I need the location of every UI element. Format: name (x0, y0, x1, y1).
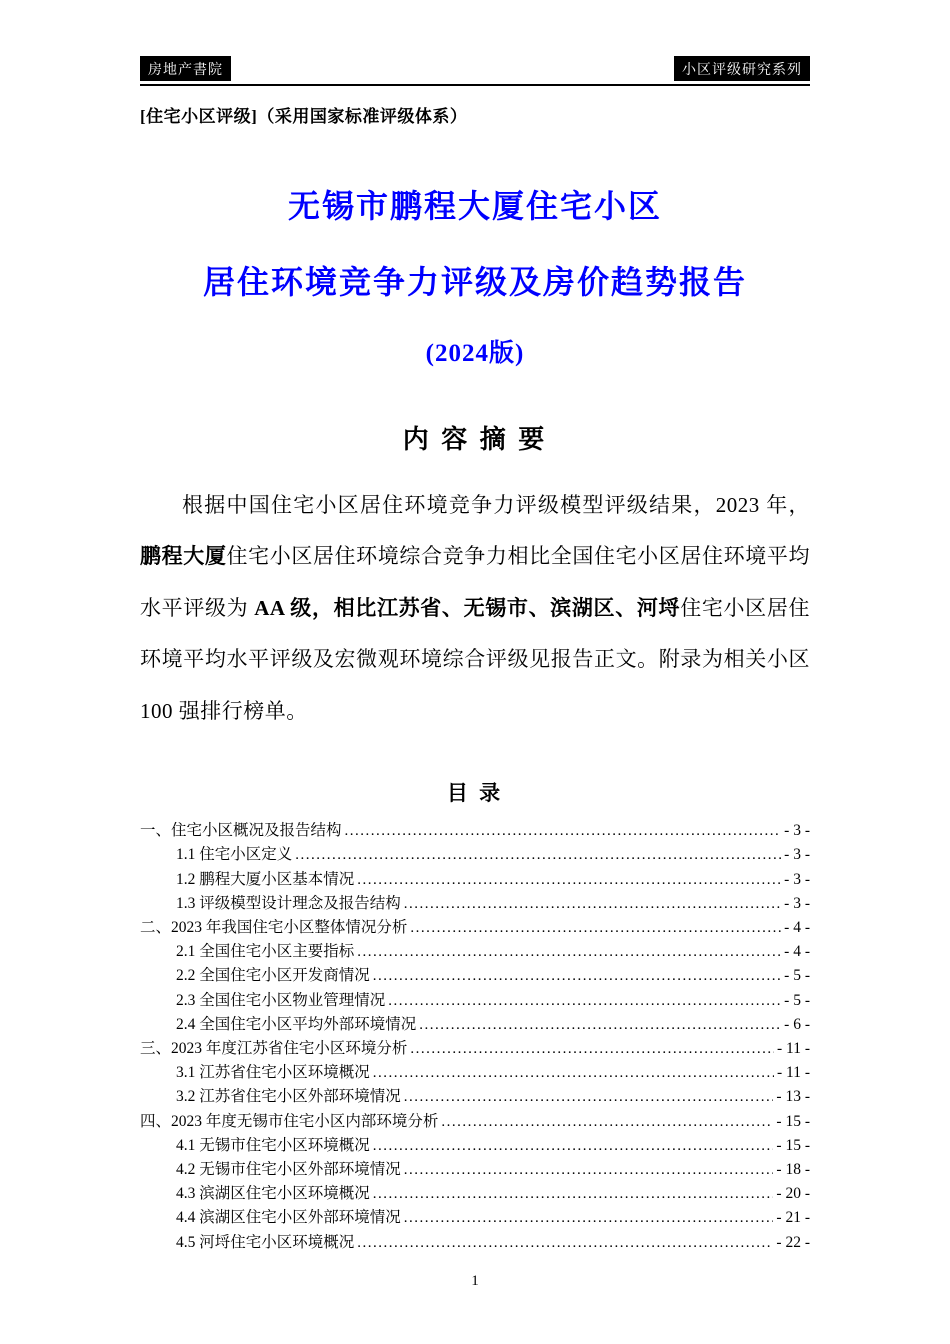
page-footer (0, 1273, 950, 1290)
toc-entry-label: 一、住宅小区概况及报告结构 (140, 822, 342, 840)
toc-dot-leader (357, 868, 781, 892)
toc-dot-leader (345, 819, 782, 843)
abstract-segment-bold: AA 级，相比江苏省、无锡市、滨湖区、河埒 (254, 595, 681, 620)
toc-entry-page: - 3 - (784, 846, 810, 864)
toc-entry-page: - 11 - (777, 1064, 810, 1082)
toc-entry[interactable] (140, 1158, 810, 1182)
toc-dot-leader (404, 892, 781, 916)
toc-entry[interactable] (140, 819, 810, 843)
toc-entry-label: 2.3 全国住宅小区物业管理情况 (176, 991, 386, 1009)
toc-dot-leader (419, 1013, 781, 1037)
toc-entry-page: - 15 - (776, 1136, 810, 1154)
toc-entry[interactable] (140, 1085, 810, 1109)
toc-dot-leader (404, 1206, 774, 1230)
toc-entry[interactable] (140, 964, 810, 988)
toc-entry-label: 2.4 全国住宅小区平均外部环境情况 (176, 1015, 417, 1033)
toc-entry[interactable] (140, 1231, 810, 1255)
toc-entry-page: - 6 - (784, 1015, 810, 1033)
toc-dot-leader (441, 1110, 773, 1134)
toc-dot-leader (373, 1134, 774, 1158)
report-edition: (2024版) (425, 340, 525, 367)
toc-entry[interactable] (140, 892, 810, 916)
toc-entry[interactable] (140, 1013, 810, 1037)
header-left-badge: 房地产書院 (140, 56, 231, 81)
toc-entry-page: - 3 - (784, 894, 810, 912)
abstract-segment: 住宅小区居住环境综合竞争力相比全国住宅小区居住环境平均水平评级为 (140, 544, 810, 620)
abstract-segment: 根据中国住宅小区居住环境竞争力评级模型评级结果，2023 年， (182, 493, 810, 517)
toc-entry[interactable] (140, 1037, 810, 1061)
toc-dot-leader (404, 1085, 774, 1109)
toc-entry[interactable] (140, 1206, 810, 1230)
toc-entry[interactable] (140, 868, 810, 892)
report-title (140, 181, 810, 303)
toc-entry-page: - 3 - (784, 822, 810, 840)
toc-dot-leader (404, 1158, 774, 1182)
header-row (140, 56, 810, 81)
toc-entry[interactable] (140, 916, 810, 940)
toc-entry-label: 2.2 全国住宅小区开发商情况 (176, 967, 370, 985)
toc-entry-label: 1.3 评级模型设计理念及报告结构 (176, 894, 401, 912)
toc-entry[interactable] (140, 1134, 810, 1158)
toc-dot-leader (373, 1182, 774, 1206)
report-title-line-2: 居住环境竞争力评级及房价趋势报告 (202, 264, 747, 300)
toc-dot-leader (357, 940, 781, 964)
toc-entry-page: - 20 - (776, 1185, 810, 1203)
toc-entry[interactable] (140, 1061, 810, 1085)
toc-entry-label: 三、2023 年度江苏省住宅小区环境分析 (140, 1040, 408, 1058)
toc-entry-label: 3.1 江苏省住宅小区环境概况 (176, 1064, 370, 1082)
report-title-line-1: 无锡市鹏程大厦住宅小区 (287, 188, 662, 224)
header-right-badge: 小区评级研究系列 (674, 56, 810, 81)
toc-entry-label: 4.2 无锡市住宅小区外部环境情况 (176, 1161, 401, 1179)
header-divider (140, 84, 810, 86)
abstract-segment-bold: 鹏程大厦 (140, 544, 227, 569)
toc-dot-leader (373, 1061, 774, 1085)
toc-dot-leader (410, 1037, 774, 1061)
toc-entry-label: 四、2023 年度无锡市住宅小区内部环境分析 (140, 1112, 439, 1130)
toc-entry-page: - 3 - (784, 870, 810, 888)
toc-entry-page: - 18 - (776, 1161, 810, 1179)
rating-system-tagline: [住宅小区评级]（采用国家标准评级体系） (140, 107, 468, 126)
table-of-contents (140, 819, 810, 1255)
toc-dot-leader (357, 1231, 773, 1255)
toc-heading: 目 录 (446, 781, 504, 806)
toc-entry[interactable] (140, 940, 810, 964)
toc-entry-page: - 4 - (784, 943, 810, 961)
abstract-segment: 住宅小区居住环境平均水平评级及宏微观环境综合评级见报告正文。附录为相关小区 100 强排行榜单。 (140, 595, 811, 723)
toc-entry-label: 1.1 住宅小区定义 (176, 846, 293, 864)
toc-dot-leader (410, 916, 781, 940)
toc-entry[interactable] (140, 1182, 810, 1206)
toc-entry-page: - 15 - (776, 1112, 810, 1130)
toc-entry[interactable] (140, 843, 810, 867)
toc-entry-label: 二、2023 年我国住宅小区整体情况分析 (140, 919, 408, 936)
toc-entry-page: - 13 - (776, 1088, 810, 1106)
toc-entry-label: 4.5 河埒住宅小区环境概况 (176, 1233, 355, 1251)
abstract-heading: 内 容 摘 要 (402, 425, 548, 454)
toc-entry-page: - 5 - (784, 991, 810, 1009)
page-header (140, 56, 810, 86)
toc-entry-page: - 21 - (776, 1209, 810, 1227)
toc-entry[interactable] (140, 989, 810, 1013)
toc-entry[interactable] (140, 1110, 810, 1134)
toc-entry-page: - 5 - (784, 967, 810, 985)
abstract-paragraph (140, 480, 810, 737)
toc-dot-leader (388, 989, 781, 1013)
toc-entry-label: 1.2 鹏程大厦小区基本情况 (176, 870, 355, 888)
toc-entry-page: - 4 - (784, 919, 810, 936)
toc-entry-label: 2.1 全国住宅小区主要指标 (176, 943, 355, 961)
page-number: 1 (471, 1273, 479, 1289)
toc-entry-label: 4.1 无锡市住宅小区环境概况 (176, 1136, 370, 1154)
toc-entry-label: 4.3 滨湖区住宅小区环境概况 (176, 1185, 370, 1203)
toc-entry-label: 4.4 滨湖区住宅小区外部环境情况 (176, 1209, 401, 1227)
toc-entry-page: - 22 - (776, 1233, 810, 1251)
toc-entry-label: 3.2 江苏省住宅小区外部环境情况 (176, 1088, 401, 1106)
toc-dot-leader (295, 843, 781, 867)
toc-entry-page: - 11 - (777, 1040, 810, 1058)
toc-dot-leader (373, 964, 781, 988)
